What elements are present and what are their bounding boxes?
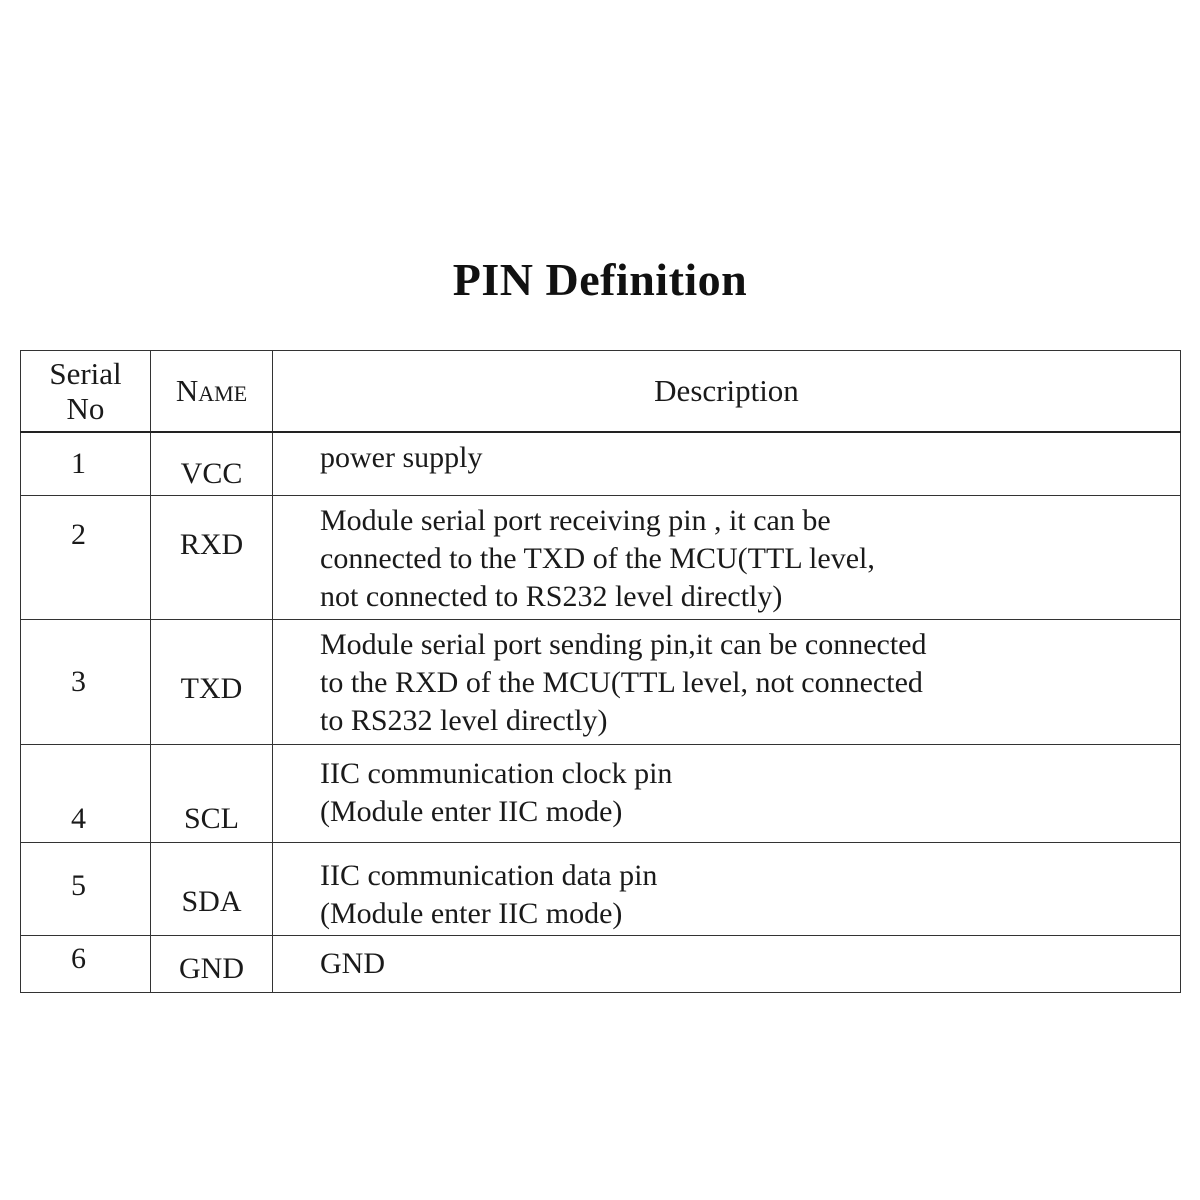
- table-row: [21, 842, 1181, 935]
- pin-name-cell: SCL: [151, 744, 273, 842]
- description-line: Module serial port sending pin,it can be connected: [320, 627, 927, 661]
- header-name: [151, 351, 273, 433]
- description-line: power supply: [320, 441, 483, 474]
- pin-name-cell: GND: [151, 935, 273, 992]
- description-line: IIC communication clock pin: [320, 756, 673, 790]
- header-description-label: Description: [654, 373, 799, 408]
- pin-name-cell: SDA: [151, 842, 273, 935]
- description-cell: [273, 935, 1181, 992]
- header-description: [273, 351, 1181, 433]
- pin-definition-table: [20, 350, 1181, 993]
- description-line: (Module enter IIC mode): [320, 896, 623, 930]
- header-serial-no-label: Serial No: [49, 356, 122, 426]
- serial-no-cell: 4: [21, 744, 151, 842]
- description-cell: [273, 744, 1181, 842]
- serial-no-cell: 1: [21, 432, 151, 495]
- description-line: to RS232 level directly): [320, 703, 608, 737]
- table-row: [21, 432, 1181, 495]
- description-cell: [273, 495, 1181, 619]
- description-line: IIC communication data pin: [320, 858, 658, 892]
- description-line: not connected to RS232 level directly): [320, 579, 783, 613]
- serial-no-cell: 6: [21, 935, 151, 992]
- description-line: Module serial port receiving pin , it can be: [320, 503, 831, 537]
- serial-no-cell: 3: [21, 619, 151, 744]
- pin-name-cell: TXD: [151, 619, 273, 744]
- table-row: [21, 935, 1181, 992]
- description-line: connected to the TXD of the MCU(TTL level,: [320, 541, 875, 575]
- header-name-label: Name: [175, 373, 248, 408]
- header-serial-no: [21, 351, 151, 433]
- serial-no-cell: 5: [21, 842, 151, 935]
- pin-name-cell: VCC: [151, 432, 273, 495]
- serial-no-cell: 2: [21, 495, 151, 619]
- table-header: [21, 351, 1181, 433]
- description-line: to the RXD of the MCU(TTL level, not connected: [320, 665, 923, 699]
- page-title: PIN Definition: [452, 254, 748, 305]
- description-cell: [273, 619, 1181, 744]
- description-line: (Module enter IIC mode): [320, 794, 623, 828]
- description-cell: [273, 842, 1181, 935]
- header-row: [21, 351, 1181, 433]
- description-line: GND: [320, 946, 385, 980]
- description-cell: [273, 432, 1181, 495]
- pin-name-cell: RXD: [151, 495, 273, 619]
- table-row: [21, 495, 1181, 619]
- table-row: [21, 619, 1181, 744]
- table-row: [21, 744, 1181, 842]
- table-body: [21, 432, 1181, 992]
